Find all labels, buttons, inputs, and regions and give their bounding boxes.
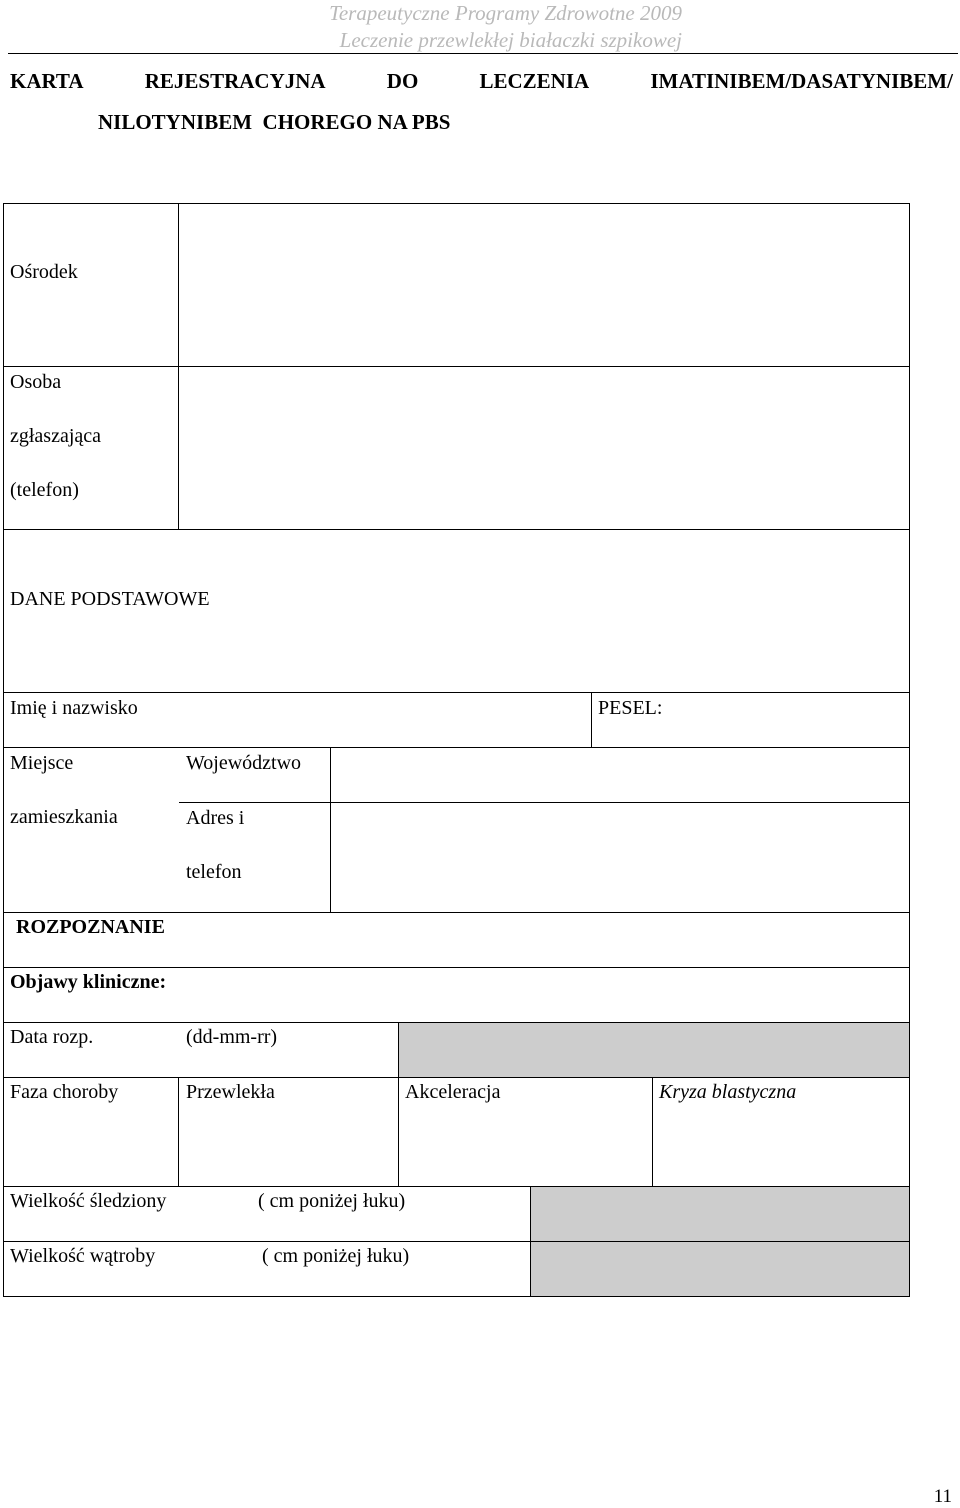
label-osoba: Osoba — [10, 371, 62, 393]
option-akceleracja: Akceleracja — [405, 1081, 501, 1103]
table-border — [3, 1022, 910, 1023]
title-word: KARTA — [10, 69, 84, 93]
table-border — [3, 1241, 910, 1242]
table-border — [909, 203, 910, 1297]
label-telefon: (telefon) — [10, 479, 79, 501]
section-rozpoznanie: ROZPOZNANIE — [16, 916, 165, 938]
table-border — [330, 747, 331, 912]
label-date-format: (dd-mm-rr) — [186, 1026, 278, 1048]
table-border — [179, 802, 910, 803]
table-border — [3, 692, 910, 693]
table-border — [3, 529, 910, 530]
running-header — [329, 0, 682, 54]
table-border — [3, 1186, 910, 1187]
label-wielkosc-watroby: Wielkość wątroby — [10, 1245, 156, 1267]
table-border — [3, 1077, 910, 1078]
table-border — [3, 1296, 910, 1297]
shaded-cell-spleen — [531, 1187, 909, 1241]
table-border — [398, 1022, 399, 1077]
label-zamieszkania: zamieszkania — [10, 806, 118, 828]
form-title-line-2: NILOTYNIBEM CHOREGO NA PBS — [98, 110, 451, 134]
label-adres-telefon: telefon — [186, 861, 242, 883]
label-sledziona-unit: ( cm poniżej łuku) — [258, 1190, 406, 1212]
table-border — [3, 912, 910, 913]
option-kryza-blastyczna: Kryza blastyczna — [659, 1081, 797, 1103]
header-rule — [8, 53, 958, 54]
label-imie-nazwisko: Imię i nazwisko — [10, 697, 138, 719]
table-border — [530, 1186, 531, 1296]
table-border — [3, 366, 910, 367]
shaded-cell-liver — [531, 1242, 909, 1296]
label-objawy-kliniczne: Objawy kliniczne: — [10, 971, 167, 993]
table-border — [591, 692, 592, 747]
label-adres: Adres i — [186, 807, 245, 829]
section-dane-podstawowe: DANE PODSTAWOWE — [10, 588, 210, 610]
label-wojewodztwo: Województwo — [186, 752, 302, 774]
table-border — [652, 1077, 653, 1186]
shaded-cell-date — [399, 1023, 909, 1077]
table-border — [398, 1077, 399, 1186]
label-osrodek: Ośrodek — [10, 261, 78, 283]
label-miejsce: Miejsce — [10, 752, 74, 774]
table-border — [3, 747, 910, 748]
table-border — [178, 1077, 179, 1186]
table-border — [178, 203, 179, 529]
label-data-rozp: Data rozp. — [10, 1026, 94, 1048]
header-line-2: Leczenie przewlekłej białaczki szpikowej — [339, 28, 682, 52]
label-faza-choroby: Faza choroby — [10, 1081, 119, 1103]
label-wielkosc-sledziony: Wielkość śledziony — [10, 1190, 167, 1212]
page-number: 11 — [933, 1486, 952, 1507]
title-word: IMATINIBEM/DASATYNIBEM/ — [650, 69, 953, 93]
table-border — [3, 203, 4, 1297]
label-watroba-unit: ( cm poniżej łuku) — [262, 1245, 410, 1267]
form-title-line-1 — [10, 69, 953, 94]
title-word: LECZENIA — [479, 69, 590, 93]
option-przewlekla: Przewlekła — [186, 1081, 275, 1103]
label-zglaszajaca: zgłaszająca — [10, 425, 102, 447]
title-word: REJESTRACYJNA — [144, 69, 326, 93]
table-border — [3, 967, 910, 968]
label-pesel: PESEL: — [598, 697, 663, 719]
title-word: DO — [386, 69, 419, 93]
header-line-1: Terapeutyczne Programy Zdrowotne 2009 — [329, 1, 682, 25]
table-border — [3, 203, 910, 204]
